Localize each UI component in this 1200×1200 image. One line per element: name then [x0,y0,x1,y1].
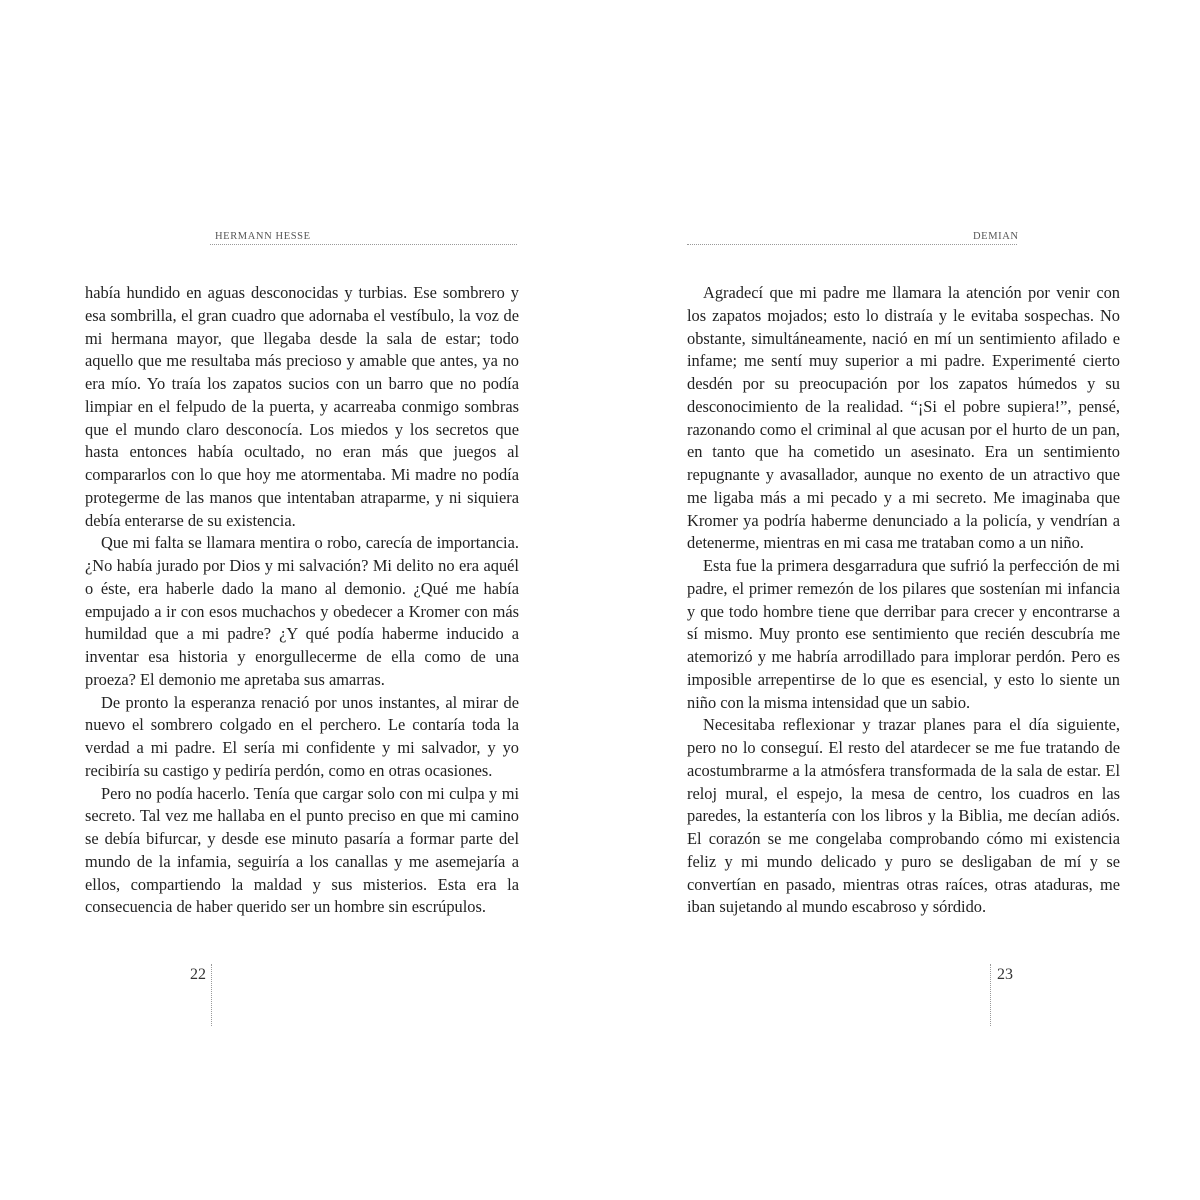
running-head-author: HERMANN HESSE [215,231,311,242]
paragraph: Pero no podía hacerlo. Tenía que cargar solo con mi culpa y mi secreto. Tal vez me hallaba en el punto preciso en que mi camino se debía bifurcar, y desde ese minuto pasaría a formar parte del mundo de la infamia, seguiría a los canallas y me asemejaría a ellos, compartiendo la maldad y sus misterios. Esta era la consecuencia de haber querido ser un hombre sin escrúpulos. [85,783,519,917]
body-text [687,282,1120,919]
right-page [600,0,1200,1200]
paragraph: había hundido en aguas desconocidas y turbias. Ese sombrero y esa sombrilla, el gran cuadro que adornaba el vestíbulo, la voz de mi hermana mayor, que llegaba desde la sala de estar; todo aquello que me resultaba más precioso y amable que antes, ya no era mío. Yo traía los zapatos sucios con un barro que no podía limpiar en el felpudo de la puerta, y acarreaba conmigo sombras que el mundo claro desconocía. Los miedos y los secretos que hasta entonces había ocultado, no eran más que juegos al compararlos con lo que hoy me atormentaba. Mi madre no podía protegerme de las manos que intentaban atraparme, y ni siquiera debía enterarse de su existencia. [85,283,519,530]
folio-rule [990,964,991,1026]
paragraph: Agradecí que mi padre me llamara la atención por venir con los zapatos mojados; esto lo distraía y le evitaba sospechas. No obstante, simultáneamente, nació en mí un sentimiento afilado e infame; me sentí muy superior a mi padre. Experimenté cierto desdén por su preocupación por los zapatos húmedos y su desconocimiento de la realidad. “¡Si el pobre supiera!”, pensé, razonando como el criminal al que acusan por el hurto de un pan, en tanto que ha cometido un asesinato. Era un sentimiento repugnante y avasallador, aunque no exento de un atractivo que me ligaba más a mi pecado y a mi secreto. Me imaginaba que Kromer ya podría haberme denunciado a la policía, y vendrían a detenerme, mientras en mi casa me trataban como a un niño. [687,283,1120,553]
paragraph: De pronto la esperanza renació por unos instantes, al mirar de nuevo el sombrero colgado en el perchero. Le contaría toda la verdad a mi padre. El sería mi confidente y mi salvador, y yo recibiría su castigo y pediría perdón, como en otras ocasiones. [85,692,519,780]
page-number: 22 [190,966,206,983]
running-head-title: DEMIAN [973,231,1019,242]
page-number: 23 [997,966,1013,983]
header-rule [687,244,1017,245]
paragraph: Que mi falta se llamara mentira o robo, carecía de importancia. ¿No había jurado por Dios y mi salvación? Mi delito no era aquél o éste, era haberle dado la mano al demonio. ¿Qué me había empujado a ir con esos muchachos y obedecer a Kromer con más humildad que a mi padre? ¿Y qué podía haberme inducido a inventar esa historia y enorgullecerme de ella como de una proeza? El demonio me apretaba sus amarras. [85,533,519,689]
folio-rule [211,964,212,1026]
header-rule [210,244,517,245]
paragraph: Esta fue la primera desgarradura que sufrió la perfección de mi padre, el primer remezón de los pilares que sostenían mi infancia y que todo hombre tiene que derribar para crecer y encontrarse a sí mismo. Muy pronto ese sentimiento que recién descubría me atemorizó y me habría arrodillado para implorar perdón. Pero es imposible arrepentirse de lo que es esencial, y esto lo siente un niño con la misma intensidad que un sabio. [687,556,1120,712]
body-text [85,282,519,919]
paragraph: Necesitaba reflexionar y trazar planes para el día siguiente, pero no lo conseguí. El resto del atardecer se me fue tratando de acostumbrarme a la atmósfera transformada de la sala de estar. El reloj mural, el espejo, la mesa de centro, los cuadros en las paredes, la estantería con los libros y la Biblia, me decían adiós. El corazón se me congelaba comprobando cómo mi existencia feliz y mi mundo delicado y puro se desligaban de mí y se convertían en pasado, mientras otras raíces, otras ataduras, me iban sujetando al mundo escabroso y sórdido. [687,715,1120,917]
